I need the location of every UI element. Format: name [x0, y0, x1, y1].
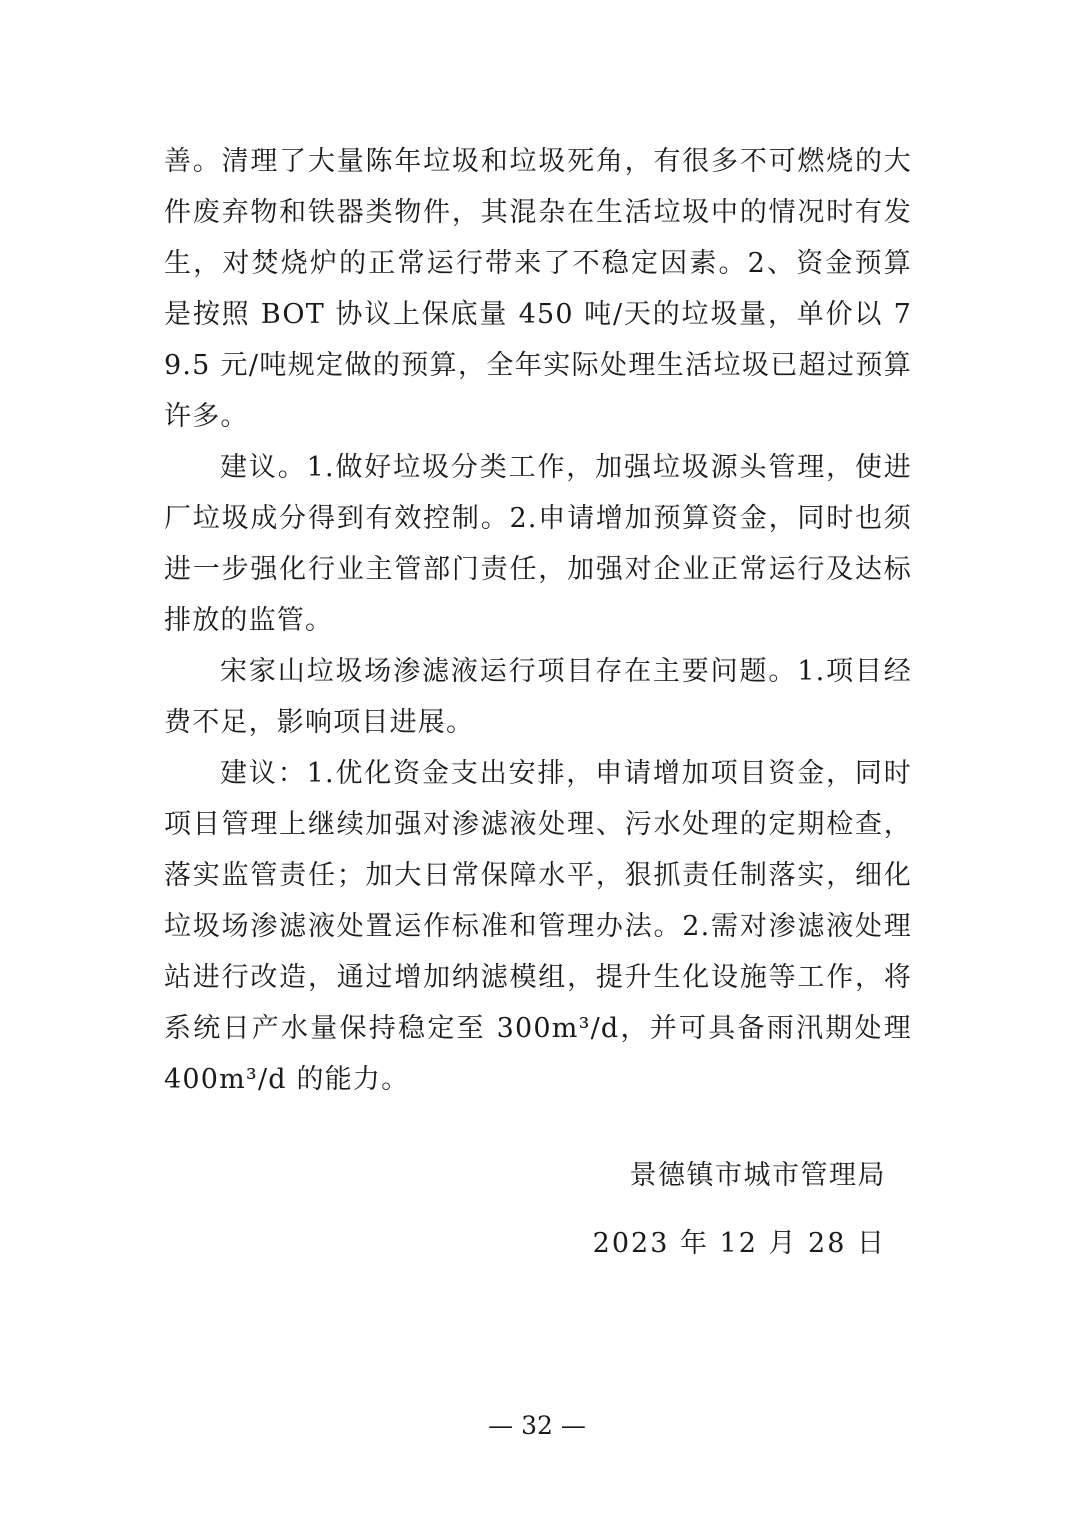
paragraph-2: 建议。1.做好垃圾分类工作，加强垃圾源头管理，使进厂垃圾成分得到有效控制。2.申请增加预算资金，同时也须进一步强化行业主管部门责任，加强对企业正常运行及达标排放的监管。: [164, 452, 912, 636]
signature-date: 2023 年 12 月 28 日: [592, 1228, 886, 1259]
signature-block: [593, 1150, 886, 1270]
paragraph-3: 宋家山垃圾场渗滤液运行项目存在主要问题。1.项目经费不足，影响项目进展。: [164, 656, 912, 738]
signature-organization: 景德镇市城市管理局: [629, 1160, 886, 1191]
page-number: — 32 —: [488, 1411, 586, 1440]
paragraph-1: 善。清理了大量陈年垃圾和垃圾死角，有很多不可燃烧的大件废弃物和铁器类物件，其混杂在生活垃圾中的情况时有发生，对焚烧炉的正常运行带来了不稳定因素。2、资金预算是按照 BOT 协议上保底量 450 吨/天的垃圾量，单价以 79.5 元/吨规定做的预算，全年实际处理生活垃圾已超过预算许多。: [164, 146, 912, 432]
paragraph-4: 建议：1.优化资金支出安排，申请增加项目资金，同时项目管理上继续加强对渗滤液处理、污水处理的定期检查，落实监管责任；加大日常保障水平，狠抓责任制落实，细化垃圾场渗滤液处置运作标准和管理办法。2.需对渗滤液处理站进行改造，通过增加纳滤模组，提升生化设施等工作，将系统日产水量保持稳定至 300m³/d，并可具备雨汛期处理 400m³/d 的能力。: [164, 758, 912, 1095]
body-text: [164, 136, 912, 1105]
